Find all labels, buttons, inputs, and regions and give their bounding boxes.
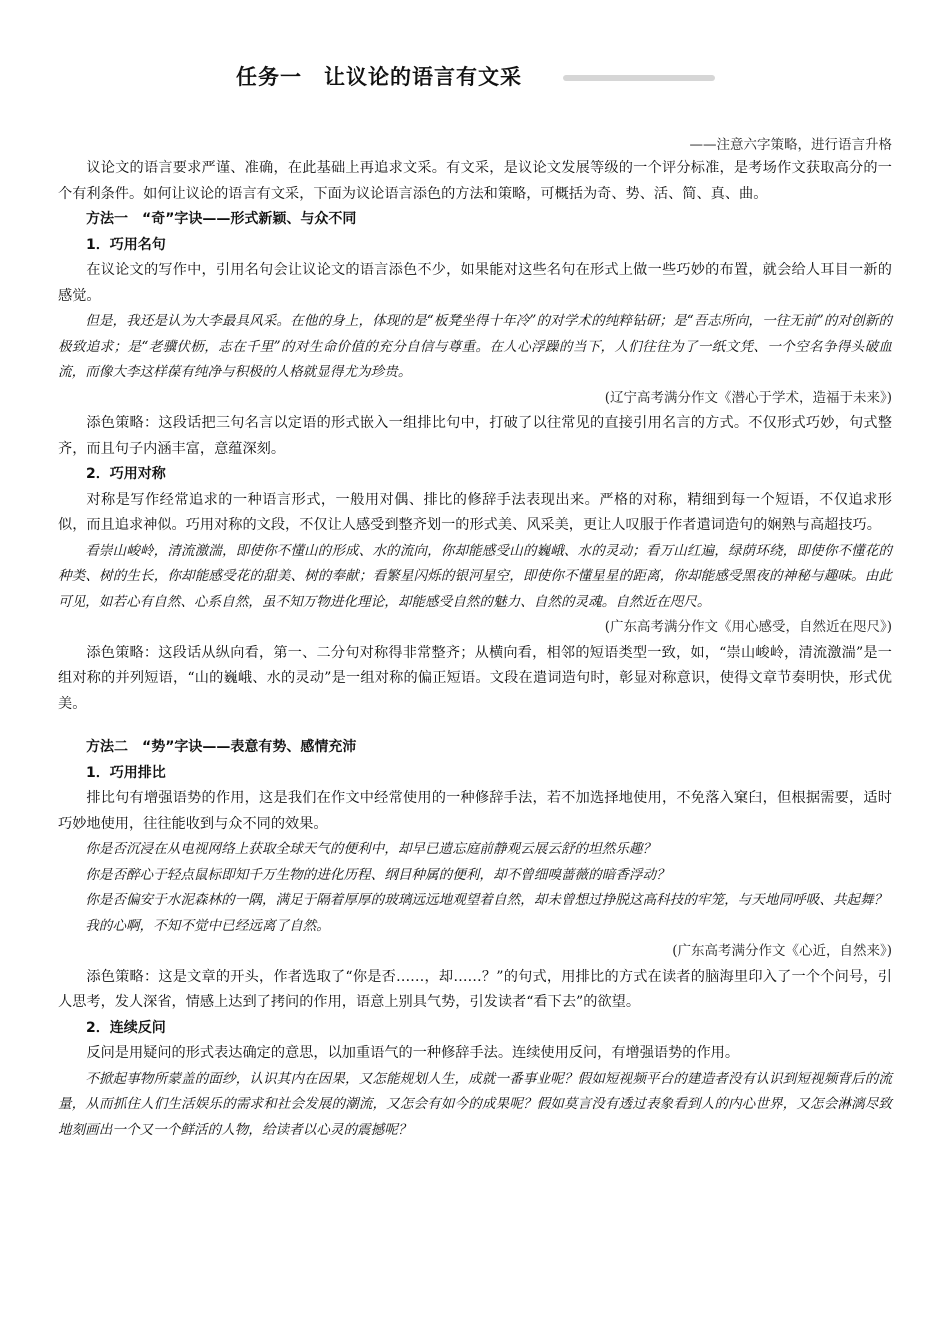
- method1-heading: 方法一 “奇”字诀——形式新颖、与众不同: [86, 211, 357, 227]
- page-title: 任务一 让议论的语言有文采: [236, 65, 522, 89]
- method1-sec2-text: 对称是写作经常追求的一种语言形式，一般用对偶、排比的修辞手法表现出来。严格的对称，精细到每一个短语，不仅追求形似，而且追求神似。巧用对称的文段，不仅让人感受到整齐划一的形式美、风采美，更让人叹服于作者遣词造句的娴熟与高超技巧。: [58, 491, 892, 533]
- method2-sec2-heading: 2．连续反问: [86, 1019, 166, 1036]
- method2-sec1-heading: 1．巧用排比: [86, 764, 166, 781]
- method2-sec1-text: 排比句有增强语势的作用，这是我们在作文中经常使用的一种修辞手法，若不加选择地使用，不免落入窠臼，但根据需要，适时巧妙地使用，往往能收到与众不同的效果。: [58, 790, 892, 832]
- method2-sec1-closing: 我的心啊，不知不觉中已经远离了自然。: [85, 917, 330, 934]
- method1-sec2-heading: 2．巧用对称: [86, 466, 166, 482]
- method2-heading: 方法二 “势”字诀——表意有势、感情充沛: [86, 739, 357, 755]
- method1-sec2-analysis: 添色策略：这段话从纵向看，第一、二分句对称得非常整齐；从横向看，相邻的短语类型一致，如，“崇山峻岭，清流激湍”是一组对称的并列短语，“山的巍峨、水的灵动”是一组对称的偏正短语。文段在遣词造句时，彰显对称意识，使得文章节奏明快，形式优美。: [58, 644, 892, 712]
- method2-sec1-question-1: 你是否沉浸在从电视网络上获取全球天气的便利中，却早已遗忘庭前静观云展云舒的坦然乐趣？: [85, 841, 657, 857]
- section-gap: [58, 717, 892, 735]
- document-page: [58, 58, 892, 1143]
- method1-sec1-heading: 1．巧用名句: [86, 236, 166, 253]
- intro-paragraph: 议论文的语言要求严谨、准确，在此基础上再追求文采。有文采，是议论文发展等级的一个评分标准，是考场作文获取高分的一个有利条件。如何让议论的语言有文采，下面为议论语言添色的方法和策略，可概括为奇、势、活、简、真、曲。: [58, 160, 892, 202]
- method2-sec1-analysis: 添色策略：这是文章的开头，作者选取了“你是否……，却……？”的句式，用排比的方式在读者的脑海里印入了一个个问号，引人思考，发人深省，情感上达到了拷问的作用，语意上别具气势，引发读者“看下去”的欲望。: [58, 968, 892, 1010]
- method1-sec1-example: 但是，我还是认为大李最具风采。在他的身上，体现的是“板凳坐得十年冷”的对学术的纯粹钻研；是“吾志所向，一往无前”的对创新的极致追求；是“老骥伏枥，志在千里”的对生命价值的充分自信与尊重。在人心浮躁的当下，人们往往为了一纸文凭、一个空名争得头破血流，而像大李这样葆有纯净与积极的人格就显得尤为珍贵。: [58, 313, 892, 380]
- title-decoration-bar: [563, 75, 715, 81]
- page-subtitle: ——注意六字策略，进行语言升格: [689, 137, 892, 153]
- method1-sec1-analysis: 添色策略：这段话把三句名言以定语的形式嵌入一组排比句中，打破了以往常见的直接引用名言的方式。不仅形式巧妙，句式整齐，而且句子内涵丰富，意蕴深刻。: [58, 415, 892, 457]
- method1-sec2-source: (广东高考满分作文《用心感受，自然近在咫尺》): [604, 619, 892, 635]
- method2-sec2-text: 反问是用疑问的形式表达确定的意思，以加重语气的一种修辞手法。连续使用反问，有增强语势的作用。: [86, 1045, 740, 1061]
- method2-sec2-example: 不掀起事物所蒙盖的面纱，认识其内在因果，又怎能规划人生，成就一番事业呢？假如短视频平台的建造者没有认识到短视频背后的流量，从而抓住人们生活娱乐的需求和社会发展的潮流，又怎会有如今的成果呢？假如莫言没有透过表象看到人的内心世界，又怎会淋漓尽致地刻画出一个又一个鲜活的人物，给读者以心灵的震撼呢？: [58, 1070, 892, 1138]
- method1-sec1-text: 在议论文的写作中，引用名句会让议论文的语言添色不少，如果能对这些名句在形式上做一些巧妙的布置，就会给人耳目一新的感觉。: [58, 262, 892, 304]
- title-row: [58, 58, 892, 102]
- method1-sec1-source: (辽宁高考满分作文《潜心于学术，造福于未来》): [604, 389, 892, 406]
- method2-sec1-question-3: 你是否偏安于水泥森林的一隅，满足于隔着厚厚的玻璃远远地观望着自然，却未曾想过挣脱这高科技的牢笼，与天地同呼吸、共起舞？: [85, 892, 888, 908]
- method1-sec2-example: 看崇山峻岭，清流激湍，即使你不懂山的形成、水的流向，你却能感受山的巍峨、水的灵动；看万山红遍，绿荫环绕，即使你不懂花的种类、树的生长，你却能感受花的甜美、树的奉献；看繁星闪烁的银河星空，即使你不懂星星的距离，你却能感受黑夜的神秘与趣味。由此可见，如若心有自然、心系自然，虽不知万物进化理论，却能感受自然的魅力、自然的灵魂。自然近在咫尺。: [58, 542, 892, 610]
- method2-sec1-source: (广东高考满分作文《心近，自然来》): [672, 943, 892, 959]
- method2-sec1-question-2: 你是否醉心于轻点鼠标即知千万生物的进化历程、纲目种属的便利，却不曾细嗅蔷薇的暗香浮动？: [85, 866, 670, 883]
